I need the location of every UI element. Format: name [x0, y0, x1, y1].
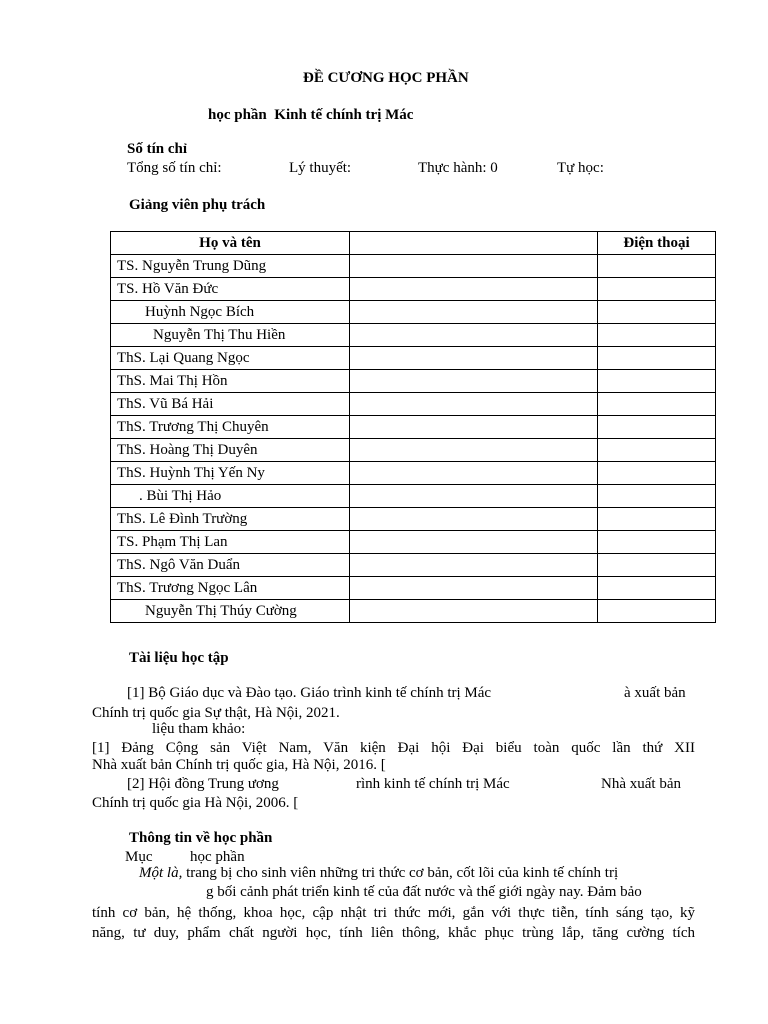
lecturer-phone-cell	[598, 577, 716, 600]
goal-label-end: học phần	[190, 849, 245, 865]
info-paragraph-line1	[139, 865, 618, 882]
info-paragraph-line4: năng, tư duy, phẩm chất người học, tính liên thông, khắc phục trùng lắp, tăng cường tích	[92, 925, 695, 941]
lecturer-phone-cell	[598, 600, 716, 623]
first-point-text: trang bị cho sinh viên những tri thức cơ bản, cốt lõi của kinh tế chính trị	[182, 865, 619, 881]
ref1-text-end: à xuất bản	[624, 685, 686, 701]
lecturer-name-cell: ThS. Mai Thị Hồn	[111, 370, 350, 393]
info-heading: Thông tin về học phần	[129, 830, 273, 846]
lecturer-name-cell: TS. Phạm Thị Lan	[111, 531, 350, 554]
table-header-row	[111, 232, 716, 255]
lecturer-phone-cell	[598, 370, 716, 393]
lecturer-phone-cell	[598, 324, 716, 347]
table-row	[111, 577, 716, 600]
table-row	[111, 600, 716, 623]
lecturer-name-cell: Nguyễn Thị Thu Hiền	[111, 324, 350, 347]
lecturer-phone-cell	[598, 462, 716, 485]
lecturer-name-cell: ThS. Huỳnh Thị Yến Ny	[111, 462, 350, 485]
table-row	[111, 301, 716, 324]
materials-heading: Tài liệu học tập	[129, 650, 229, 666]
lecturer-name-cell: ThS. Vũ Bá Hải	[111, 393, 350, 416]
lecturer-name-cell: ThS. Lê Đình Trường	[111, 508, 350, 531]
lecturer-phone-cell	[598, 278, 716, 301]
ref3-text-end: Nhà xuất bản	[601, 776, 681, 792]
lecturer-middle-cell	[350, 508, 598, 531]
info-paragraph-line2: g bối cảnh phát triển kinh tế của đất nước và thế giới ngày nay. Đảm bảo	[206, 884, 642, 900]
ref2-line1: [1] Đảng Cộng sản Việt Nam, Văn kiện Đại hội Đại biểu toàn quốc lần thứ XII	[92, 740, 695, 756]
lecturer-middle-cell	[350, 278, 598, 301]
table-row	[111, 462, 716, 485]
col-header-middle	[350, 232, 598, 255]
credits-total: Tổng số tín chỉ:	[127, 160, 222, 176]
lecturer-name-cell: . Bùi Thị Hảo	[111, 485, 350, 508]
lecturer-phone-cell	[598, 508, 716, 531]
ref3-line2: Chính trị quốc gia Hà Nội, 2006. [	[92, 795, 299, 811]
credits-theory: Lý thuyết:	[289, 160, 352, 176]
credits-practice: Thực hành: 0	[418, 160, 498, 176]
lecturer-middle-cell	[350, 485, 598, 508]
col-header-name: Họ và tên	[111, 232, 350, 255]
course-prefix: học phần	[208, 107, 267, 123]
table-row	[111, 485, 716, 508]
table-row	[111, 255, 716, 278]
table-row	[111, 324, 716, 347]
table-row	[111, 278, 716, 301]
lecturer-middle-cell	[350, 416, 598, 439]
lecturer-name-cell: ThS. Ngô Văn Duẩn	[111, 554, 350, 577]
lecturer-middle-cell	[350, 462, 598, 485]
table-row	[111, 347, 716, 370]
lecturers-heading: Giảng viên phụ trách	[129, 197, 266, 213]
info-paragraph-line3: tính cơ bản, hệ thống, khoa học, cập nhật tri thức mới, gắn với thực tiễn, tính sáng tạo, kỹ	[92, 905, 695, 921]
lecturers-table	[110, 231, 716, 623]
lecturer-phone-cell	[598, 416, 716, 439]
ref3-text: [2] Hội đồng Trung ương	[127, 776, 279, 792]
course-line	[208, 107, 413, 124]
first-point-label: Một là,	[139, 865, 183, 881]
lecturer-phone-cell	[598, 439, 716, 462]
goal-label: Mục	[125, 849, 153, 865]
credits-self-study: Tự học:	[557, 160, 604, 176]
further-reading-heading: liệu tham khảo:	[152, 721, 246, 737]
lecturer-phone-cell	[598, 485, 716, 508]
table-row	[111, 439, 716, 462]
lecturer-phone-cell	[598, 255, 716, 278]
lecturer-middle-cell	[350, 554, 598, 577]
table-row	[111, 370, 716, 393]
table-row	[111, 554, 716, 577]
table-row	[111, 416, 716, 439]
lecturer-name-cell: ThS. Trương Thị Chuyên	[111, 416, 350, 439]
col-header-phone: Điện thoại	[598, 232, 716, 255]
credits-heading: Số tín chỉ	[127, 141, 188, 157]
ref1-text: [1] Bộ Giáo dục và Đào tạo. Giáo trình kinh tế chính trị Mác	[127, 685, 492, 701]
lecturer-middle-cell	[350, 600, 598, 623]
lecturer-name-cell: TS. Hồ Văn Đức	[111, 278, 350, 301]
lecturer-phone-cell	[598, 301, 716, 324]
lecturer-name-cell: ThS. Lại Quang Ngọc	[111, 347, 350, 370]
lecturer-middle-cell	[350, 393, 598, 416]
lecturer-name-cell: Huỳnh Ngọc Bích	[111, 301, 350, 324]
table-row	[111, 508, 716, 531]
lecturers-table-body	[111, 255, 716, 623]
ref1-line2: Chính trị quốc gia Sự thật, Hà Nội, 2021.	[92, 705, 340, 721]
lecturer-phone-cell	[598, 531, 716, 554]
lecturer-middle-cell	[350, 347, 598, 370]
lecturer-name-cell: ThS. Trương Ngọc Lân	[111, 577, 350, 600]
document-title: ĐỀ CƯƠNG HỌC PHẦN	[303, 70, 469, 86]
lecturer-phone-cell	[598, 393, 716, 416]
course-name: Kinh tế chính trị Mác	[274, 107, 414, 123]
table-row	[111, 531, 716, 554]
table-row	[111, 393, 716, 416]
lecturer-middle-cell	[350, 439, 598, 462]
lecturer-middle-cell	[350, 324, 598, 347]
lecturer-phone-cell	[598, 554, 716, 577]
lecturer-name-cell: Nguyễn Thị Thúy Cường	[111, 600, 350, 623]
lecturer-middle-cell	[350, 531, 598, 554]
lecturer-middle-cell	[350, 370, 598, 393]
lecturer-name-cell: ThS. Hoàng Thị Duyên	[111, 439, 350, 462]
lecturer-phone-cell	[598, 347, 716, 370]
lecturer-middle-cell	[350, 255, 598, 278]
lecturer-middle-cell	[350, 577, 598, 600]
lecturer-name-cell: TS. Nguyễn Trung Dũng	[111, 255, 350, 278]
lecturer-middle-cell	[350, 301, 598, 324]
ref2-line2: Nhà xuất bản Chính trị quốc gia, Hà Nội, 2016. [	[92, 757, 386, 773]
ref3-text-mid: rình kinh tế chính trị Mác	[356, 776, 510, 792]
